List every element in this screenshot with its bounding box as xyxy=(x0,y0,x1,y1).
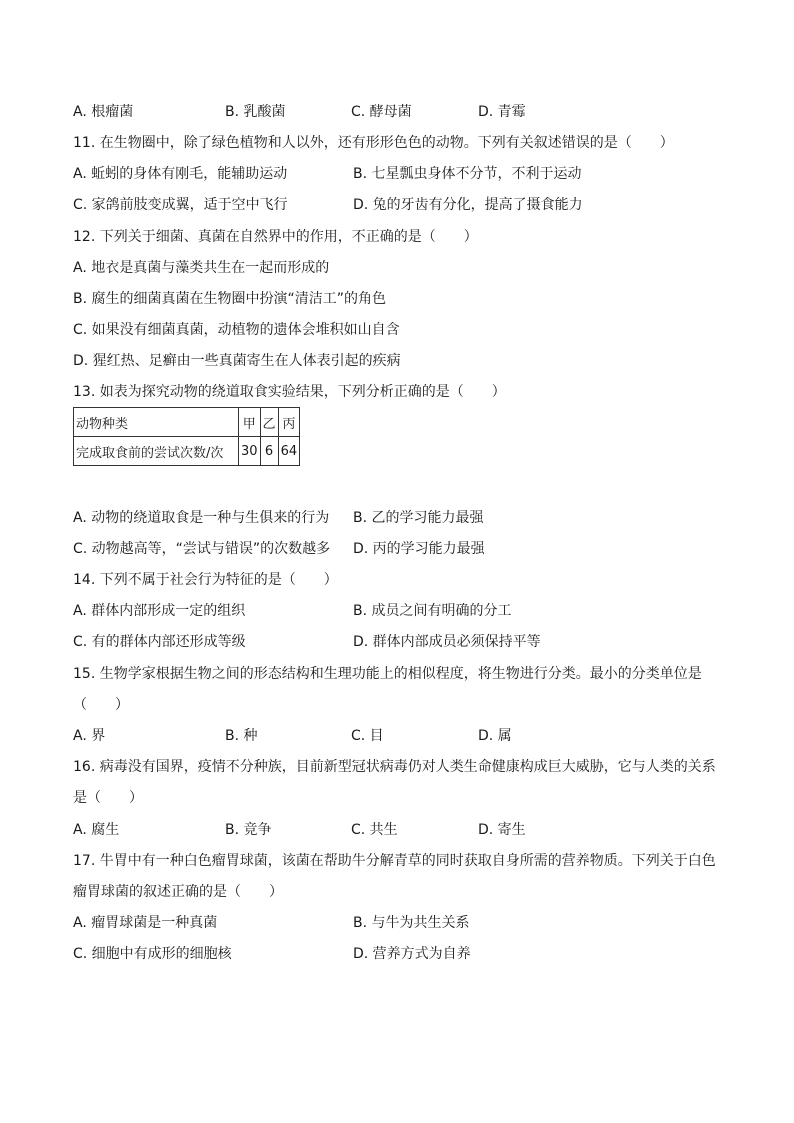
q17-option-b: B. 与牛为共生关系 xyxy=(353,915,470,931)
table-cell: 6 xyxy=(260,437,278,466)
table-cell: 完成取食前的尝试次数/次 xyxy=(74,437,239,466)
table-header-cell: 动物种类 xyxy=(74,408,239,437)
q12-stem: 12. 下列关于细菌、真菌在自然界中的作用，不正确的是（ ） xyxy=(73,229,478,245)
q13-option-d: D. 丙的学习能力最强 xyxy=(353,541,485,557)
q10-option-a: A. 根瘤菌 xyxy=(73,104,134,120)
q16-option-a: A. 腐生 xyxy=(73,822,120,838)
q12-option-d: D. 猩红热、足癣由一些真菌寄生在人体表引起的疾病 xyxy=(73,353,401,369)
q11-option-a: A. 蚯蚓的身体有刚毛，能辅助运动 xyxy=(73,166,288,182)
q15-option-a: A. 界 xyxy=(73,728,106,744)
table-cell: 64 xyxy=(278,437,300,466)
q15-stem-continuation: （ ） xyxy=(73,697,129,713)
q15-option-c: C. 目 xyxy=(351,728,384,744)
q17-option-d: D. 营养方式为自养 xyxy=(353,946,471,962)
q12-option-b: B. 腐生的细菌真菌在生物圈中扮演“清洁工”的角色 xyxy=(73,291,387,307)
q15-option-d: D. 属 xyxy=(478,728,512,744)
q16-option-d: D. 寄生 xyxy=(478,822,526,838)
table-row xyxy=(74,408,300,437)
q14-option-c: C. 有的群体内部还形成等级 xyxy=(73,634,246,650)
q13-option-c: C. 动物越高等，“尝试与错误”的次数越多 xyxy=(73,541,331,557)
q12-option-c: C. 如果没有细菌真菌，动植物的遗体会堆积如山自含 xyxy=(73,322,400,338)
q15-stem: 15. 生物学家根据生物之间的形态结构和生理功能上的相似程度，将生物进行分类。最小的分类单位是 xyxy=(73,666,702,682)
q13-option-a: A. 动物的绕道取食是一种与生俱来的行为 xyxy=(73,510,330,526)
q16-option-b: B. 竞争 xyxy=(225,822,272,838)
q15-option-b: B. 种 xyxy=(225,728,258,744)
q17-stem-continuation: 瘤胃球菌的叙述正确的是（ ） xyxy=(73,884,283,900)
q11-option-d: D. 兔的牙齿有分化，提高了摄食能力 xyxy=(353,197,583,213)
q10-option-c: C. 酵母菌 xyxy=(351,104,412,120)
q10-option-d: D. 青霉 xyxy=(478,104,526,120)
q14-option-b: B. 成员之间有明确的分工 xyxy=(353,603,512,619)
q16-option-c: C. 共生 xyxy=(351,822,398,838)
q13-stem: 13. 如表为探究动物的绕道取食实验结果，下列分析正确的是（ ） xyxy=(73,384,506,400)
table-header-cell: 甲 xyxy=(239,408,261,437)
q17-stem: 17. 牛胃中有一种白色瘤胃球菌，该菌在帮助牛分解青草的同时获取自身所需的营养物质。下列关于白色 xyxy=(73,853,716,869)
q11-option-b: B. 七星瓢虫身体不分节，不利于运动 xyxy=(353,166,582,182)
q16-stem-continuation: 是（ ） xyxy=(73,790,143,806)
table-row xyxy=(74,437,300,466)
table-header-cell: 乙 xyxy=(260,408,278,437)
q14-option-a: A. 群体内部形成一定的组织 xyxy=(73,603,246,619)
table-header-cell: 丙 xyxy=(278,408,300,437)
q17-option-a: A. 瘤胃球菌是一种真菌 xyxy=(73,915,218,931)
q14-stem: 14. 下列不属于社会行为特征的是（ ） xyxy=(73,572,338,588)
q10-option-b: B. 乳酸菌 xyxy=(225,104,286,120)
table-cell: 30 xyxy=(239,437,261,466)
q13-data-table xyxy=(73,407,300,466)
q17-option-c: C. 细胞中有成形的细胞核 xyxy=(73,946,232,962)
q11-stem: 11. 在生物圈中，除了绿色植物和人以外，还有形形色色的动物。下列有关叙述错误的是（ ） xyxy=(73,135,674,151)
q11-option-c: C. 家鸽前肢变成翼，适于空中飞行 xyxy=(73,197,288,213)
q16-stem: 16. 病毒没有国界，疫情不分种族，目前新型冠状病毒仍对人类生命健康构成巨大威胁，它与人类的关系 xyxy=(73,759,716,775)
q14-option-d: D. 群体内部成员必须保持平等 xyxy=(353,634,541,650)
q13-option-b: B. 乙的学习能力最强 xyxy=(353,510,484,526)
q12-option-a: A. 地衣是真菌与藻类共生在一起而形成的 xyxy=(73,260,330,276)
